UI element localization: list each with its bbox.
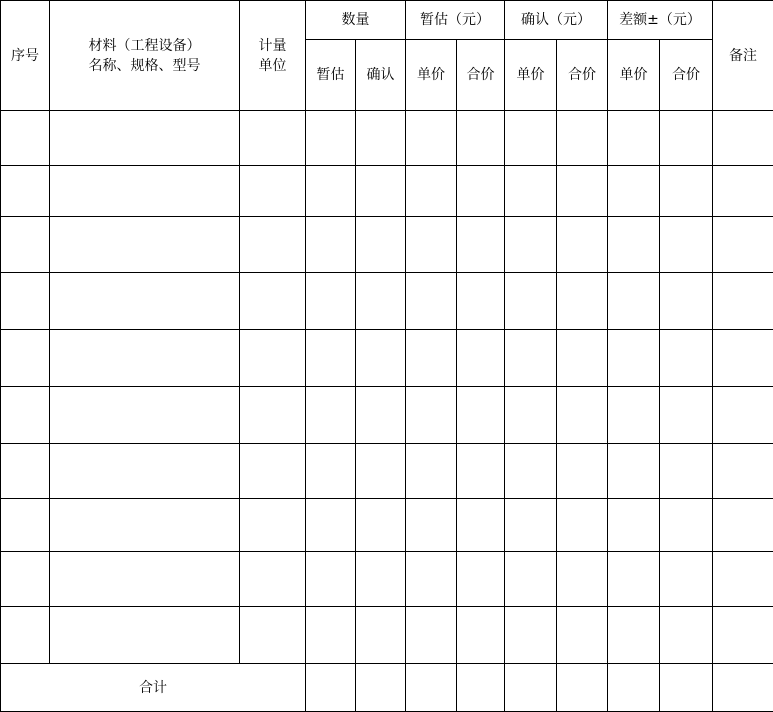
table-body <box>1 111 773 664</box>
table-cell <box>505 387 557 444</box>
table-cell <box>457 217 505 273</box>
table-cell <box>240 111 306 166</box>
table-cell <box>505 552 557 607</box>
total-cell <box>713 664 773 712</box>
table-cell <box>356 273 406 330</box>
table-cell <box>406 111 457 166</box>
total-cell <box>406 664 457 712</box>
subheader-diff-total: 合价 <box>660 40 713 111</box>
table-cell <box>306 166 356 217</box>
table-cell <box>1 330 50 387</box>
table-cell <box>240 387 306 444</box>
table-cell <box>50 330 240 387</box>
table-cell <box>406 607 457 664</box>
table-cell <box>356 217 406 273</box>
table-cell <box>50 217 240 273</box>
table-row <box>1 217 773 273</box>
table-row <box>1 330 773 387</box>
table-cell <box>240 217 306 273</box>
table-cell <box>50 552 240 607</box>
table-cell <box>557 607 608 664</box>
table-row <box>1 607 773 664</box>
table-cell <box>457 499 505 552</box>
subheader-prov-total: 合价 <box>457 40 505 111</box>
table-cell <box>50 444 240 499</box>
table-cell <box>306 217 356 273</box>
table-cell <box>713 330 773 387</box>
table-cell <box>660 330 713 387</box>
table-cell <box>713 217 773 273</box>
table-cell <box>713 607 773 664</box>
table-cell <box>557 111 608 166</box>
table-cell <box>50 499 240 552</box>
table-cell <box>713 111 773 166</box>
table-cell <box>557 387 608 444</box>
table-cell <box>557 330 608 387</box>
total-cell <box>356 664 406 712</box>
total-cell <box>505 664 557 712</box>
table-cell <box>557 273 608 330</box>
total-cell <box>457 664 505 712</box>
table-cell <box>406 444 457 499</box>
table-cell <box>306 111 356 166</box>
header-material <box>50 1 240 111</box>
header-material-line1: 材料（工程设备） <box>50 36 239 56</box>
table-cell <box>1 444 50 499</box>
table-cell <box>1 387 50 444</box>
table-cell <box>608 217 660 273</box>
table-cell <box>608 499 660 552</box>
table-cell <box>1 499 50 552</box>
table-cell <box>50 111 240 166</box>
header-confirmed: 确认（元） <box>505 1 608 40</box>
header-remarks: 备注 <box>713 1 773 111</box>
table-cell <box>356 330 406 387</box>
subheader-prov-unit-price: 单价 <box>406 40 457 111</box>
table-cell <box>1 552 50 607</box>
table-cell <box>356 499 406 552</box>
table-cell <box>406 330 457 387</box>
total-cell <box>557 664 608 712</box>
table-row <box>1 166 773 217</box>
table-cell <box>660 387 713 444</box>
table-cell <box>306 499 356 552</box>
table-cell <box>406 273 457 330</box>
table-cell <box>50 166 240 217</box>
table-cell <box>660 552 713 607</box>
table-row <box>1 273 773 330</box>
table-cell <box>240 499 306 552</box>
table-cell <box>457 330 505 387</box>
table-cell <box>306 607 356 664</box>
table-cell <box>505 607 557 664</box>
table-cell <box>713 387 773 444</box>
table-cell <box>505 217 557 273</box>
table-cell <box>557 444 608 499</box>
table-cell <box>557 166 608 217</box>
header-seq: 序号 <box>1 1 50 111</box>
table-cell <box>240 330 306 387</box>
header-unit-line2: 单位 <box>240 56 305 76</box>
table-cell <box>608 444 660 499</box>
table-row <box>1 499 773 552</box>
table-cell <box>505 111 557 166</box>
table-cell <box>660 607 713 664</box>
table-cell <box>713 273 773 330</box>
table-row <box>1 552 773 607</box>
total-label: 合计 <box>1 664 306 712</box>
table-cell <box>1 607 50 664</box>
header-unit <box>240 1 306 111</box>
table-cell <box>713 552 773 607</box>
table-cell <box>306 552 356 607</box>
table-cell <box>557 499 608 552</box>
table-cell <box>356 552 406 607</box>
header-quantity: 数量 <box>306 1 406 40</box>
table-cell <box>505 499 557 552</box>
subheader-qty-confirmed: 确认 <box>356 40 406 111</box>
table-cell <box>1 217 50 273</box>
subheader-qty-provisional: 暂估 <box>306 40 356 111</box>
table-cell <box>713 444 773 499</box>
table-cell <box>50 607 240 664</box>
table-cell <box>406 166 457 217</box>
table-cell <box>660 499 713 552</box>
table-cell <box>1 273 50 330</box>
total-cell <box>660 664 713 712</box>
total-row <box>1 664 773 712</box>
table-cell <box>240 607 306 664</box>
table-cell <box>660 111 713 166</box>
table-cell <box>608 166 660 217</box>
subheader-diff-unit-price: 单价 <box>608 40 660 111</box>
table-cell <box>457 607 505 664</box>
table-cell <box>356 111 406 166</box>
table-cell <box>306 273 356 330</box>
header-material-line2: 名称、规格、型号 <box>50 56 239 76</box>
table-cell <box>713 166 773 217</box>
table-cell <box>457 387 505 444</box>
table-cell <box>50 387 240 444</box>
header-difference: 差额±（元） <box>608 1 713 40</box>
table-cell <box>505 273 557 330</box>
table-cell <box>356 166 406 217</box>
table-cell <box>505 330 557 387</box>
table-cell <box>457 111 505 166</box>
table-cell <box>406 387 457 444</box>
table-cell <box>356 607 406 664</box>
table-cell <box>356 444 406 499</box>
table-cell <box>356 387 406 444</box>
table-cell <box>240 166 306 217</box>
table-cell <box>50 273 240 330</box>
table-cell <box>457 273 505 330</box>
table-row <box>1 111 773 166</box>
table-cell <box>1 111 50 166</box>
table-cell <box>306 444 356 499</box>
table-cell <box>608 387 660 444</box>
table-cell <box>457 166 505 217</box>
table-cell <box>557 217 608 273</box>
table-cell <box>406 217 457 273</box>
table-cell <box>457 552 505 607</box>
table-cell <box>306 330 356 387</box>
table-cell <box>608 330 660 387</box>
table-cell <box>608 273 660 330</box>
table-cell <box>505 444 557 499</box>
table-cell <box>660 217 713 273</box>
table-cell <box>457 444 505 499</box>
table-cell <box>240 444 306 499</box>
header-provisional: 暂估（元） <box>406 1 505 40</box>
table-row <box>1 387 773 444</box>
table-cell <box>608 607 660 664</box>
table-cell <box>660 166 713 217</box>
table-cell <box>505 166 557 217</box>
table-cell <box>608 111 660 166</box>
table-cell <box>713 499 773 552</box>
table-cell <box>557 552 608 607</box>
table-cell <box>306 387 356 444</box>
table-cell <box>660 444 713 499</box>
table-cell <box>608 552 660 607</box>
table-row <box>1 444 773 499</box>
subheader-conf-total: 合价 <box>557 40 608 111</box>
table-cell <box>406 499 457 552</box>
total-cell <box>306 664 356 712</box>
table-cell <box>1 166 50 217</box>
table-cell <box>240 273 306 330</box>
table-cell <box>660 273 713 330</box>
total-cell <box>608 664 660 712</box>
subheader-conf-unit-price: 单价 <box>505 40 557 111</box>
table-cell <box>240 552 306 607</box>
table-cell <box>406 552 457 607</box>
header-unit-line1: 计量 <box>240 36 305 56</box>
